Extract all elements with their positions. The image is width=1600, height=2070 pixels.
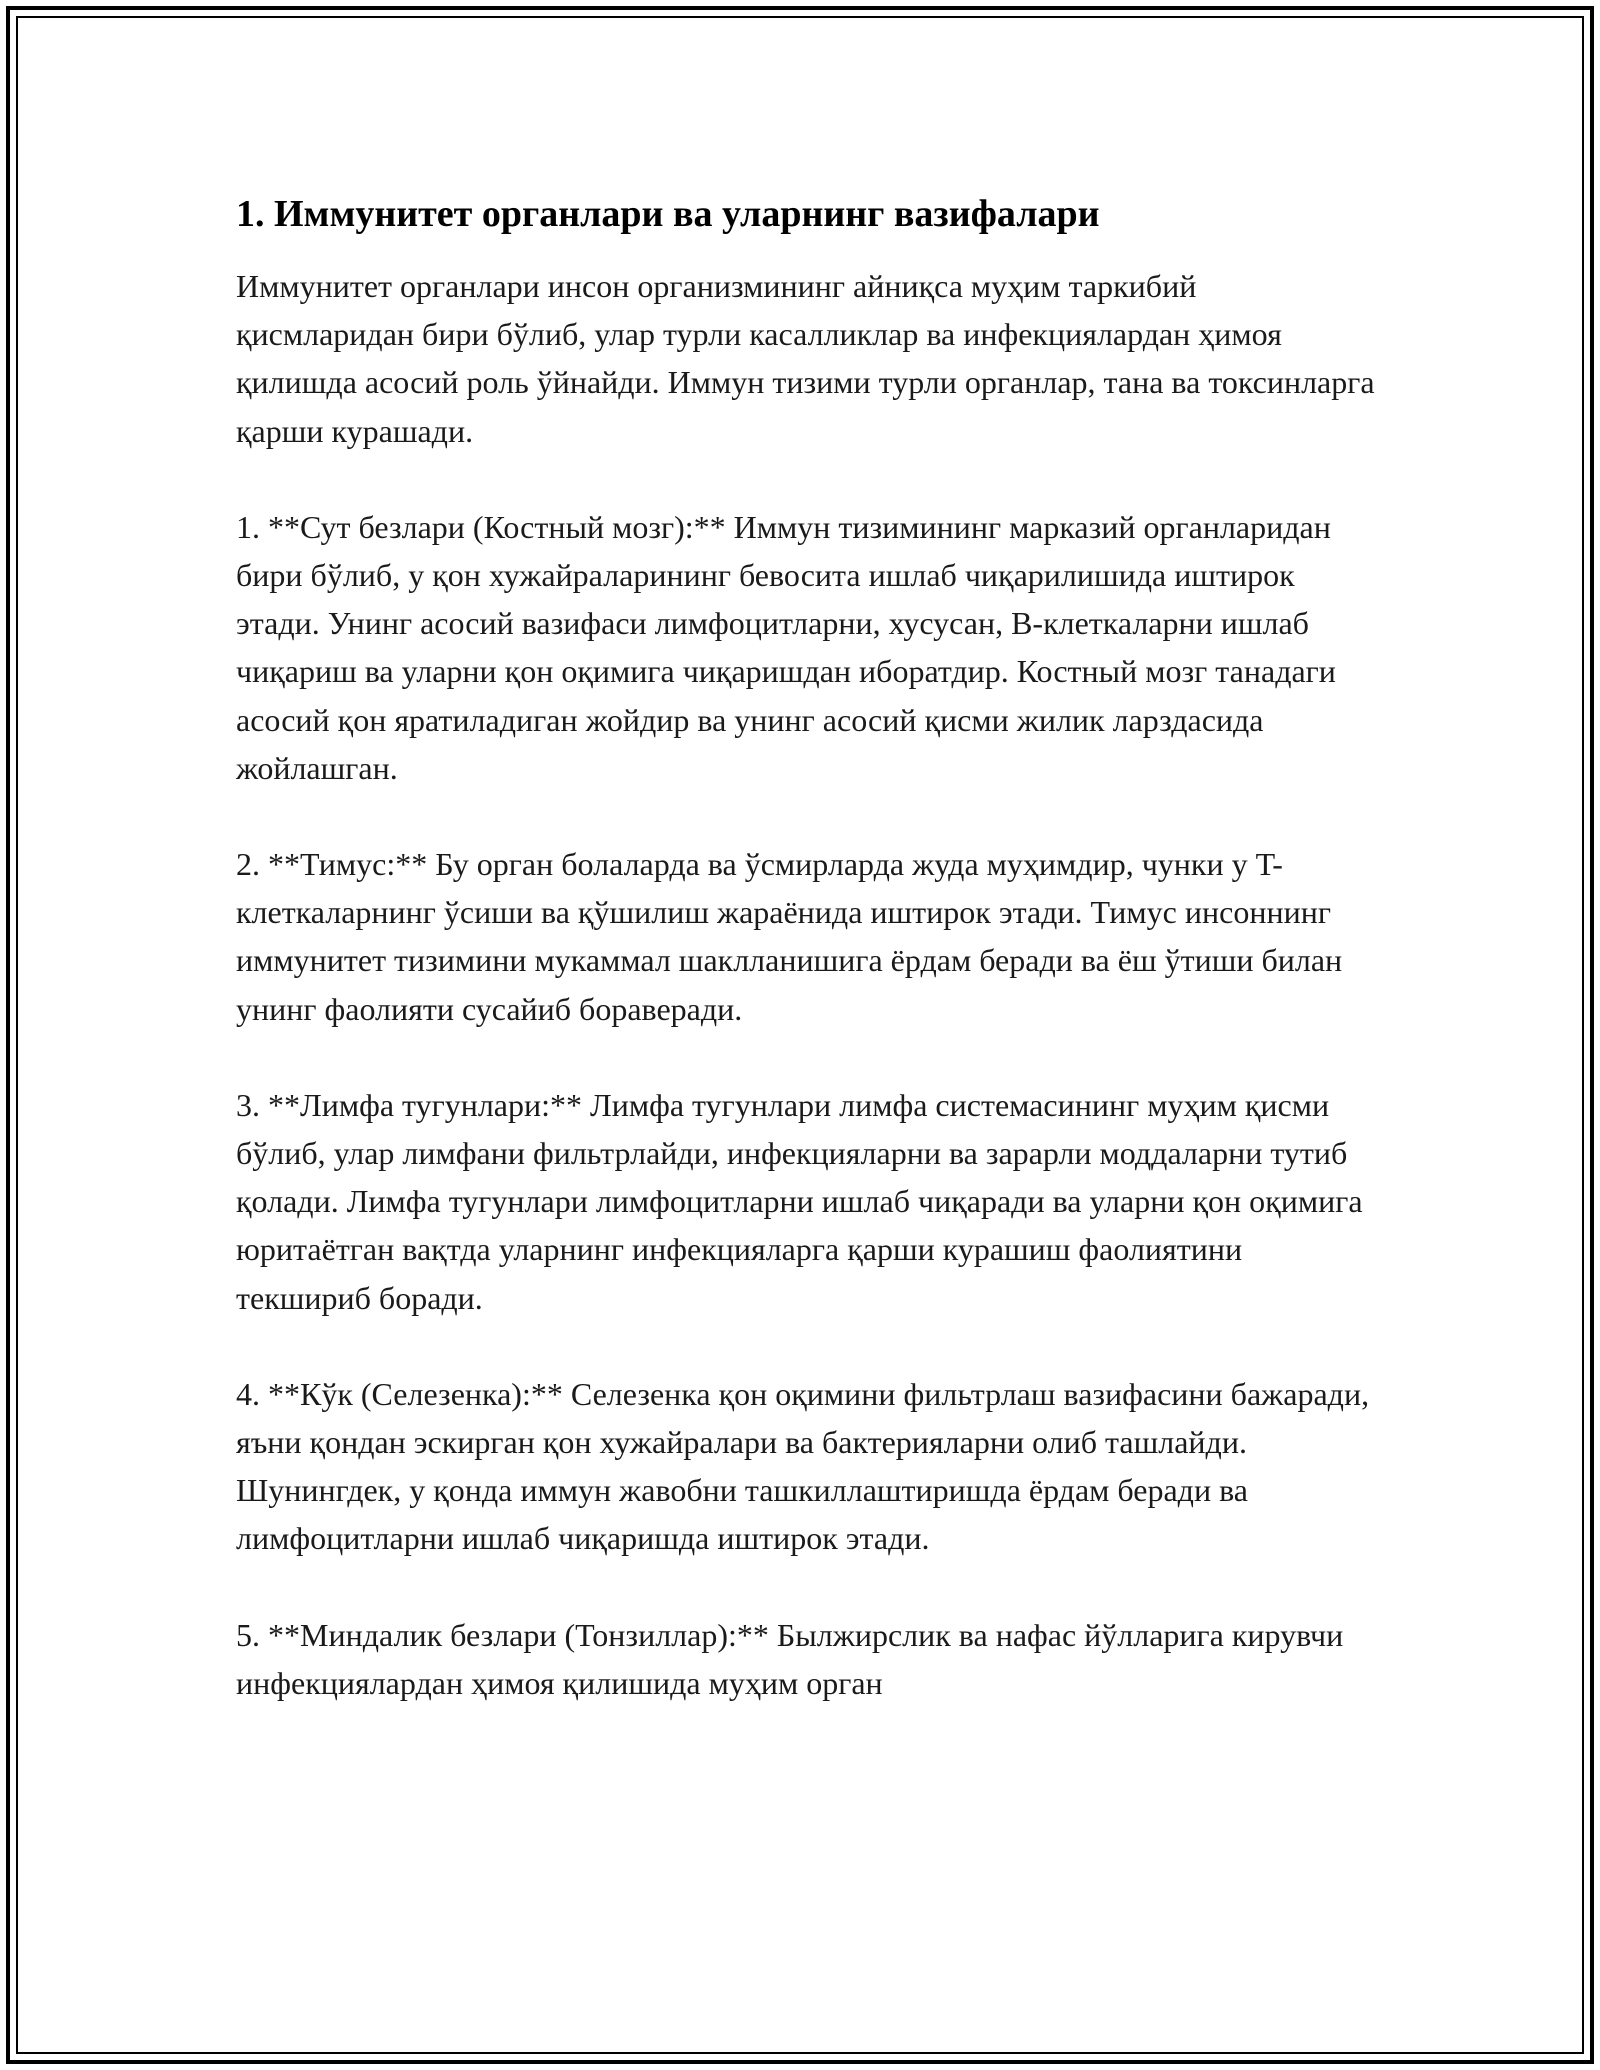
list-item-thymus: 2. **Тимус:** Бу орган болаларда ва ўсмирларда жуда муҳимдир, чунки у T-клеткаларнинг ўсиши ва қўшилиш жараёнида иштирок этади. Тимус инсоннинг иммунитет тизимини мукаммал шаклланишига ёрдам беради ва ёш ўтиши билан унинг фаолияти сусайиб бораверади. — [236, 846, 1343, 1027]
section-heading: 1. Иммунитет органлари ва уларнинг вазифалари — [236, 193, 1100, 235]
list-item-tonsils: 5. **Миндалик безлари (Тонзиллар):** Былжирслик ва нафас йўлларига кирувчи инфекциялардан ҳимоя қилишида муҳим орган — [236, 1616, 1344, 1701]
list-item-spleen: 4. **Кўк (Селезенка):** Селезенка қон оқимини фильтрлаш вазифасини бажаради, яъни қондан эскирган қон хужайралари ва бактерияларни олиб ташлайди. Шунингдек, у қонда иммун жавобни ташкиллаштиришда ёрдам беради ва лимфоцитларни ишлаб чиқаришда иштирок этади. — [236, 1375, 1370, 1557]
intro-paragraph: Иммунитет органлари инсон организмининг айниқса муҳим таркибий қисмларидан бири бўлиб, улар турли касалликлар ва инфекциялардан ҳимоя қилишда асосий роль ўйнайди. Иммун тизими турли органлар, тана ва токсинларга қарши курашади. — [236, 268, 1375, 449]
list-item-bone-marrow: 1. **Сут безлари (Костный мозг):** Иммун тизимининг марказий органларидан бири бўлиб, у қон хужайраларининг бевосита ишлаб чиқарилишида иштирок этади. Унинг асосий вазифаси лимфоцитларни, хусусан, B-клеткаларни ишлаб чиқариш ва уларни қон оқимига чиқаришдан иборатдир. Костный мозг танадаги асосий қон яратиладиган жойдир ва унинг асосий қисми жилик ларздасида жойлашган. — [236, 508, 1336, 786]
document-body — [236, 186, 1376, 1755]
list-item-lymph-nodes: 3. **Лимфа тугунлари:** Лимфа тугунлари лимфа системасининг муҳим қисми бўлиб, улар лимфани фильтрлайди, инфекцияларни ва зарарли моддаларни тутиб қолади. Лимфа тугунлари лимфоцитларни ишлаб чиқаради ва уларни қон оқимига юритаётган вақтда уларнинг инфекцияларга қарши курашиш фаолиятини текшириб боради. — [236, 1086, 1363, 1316]
